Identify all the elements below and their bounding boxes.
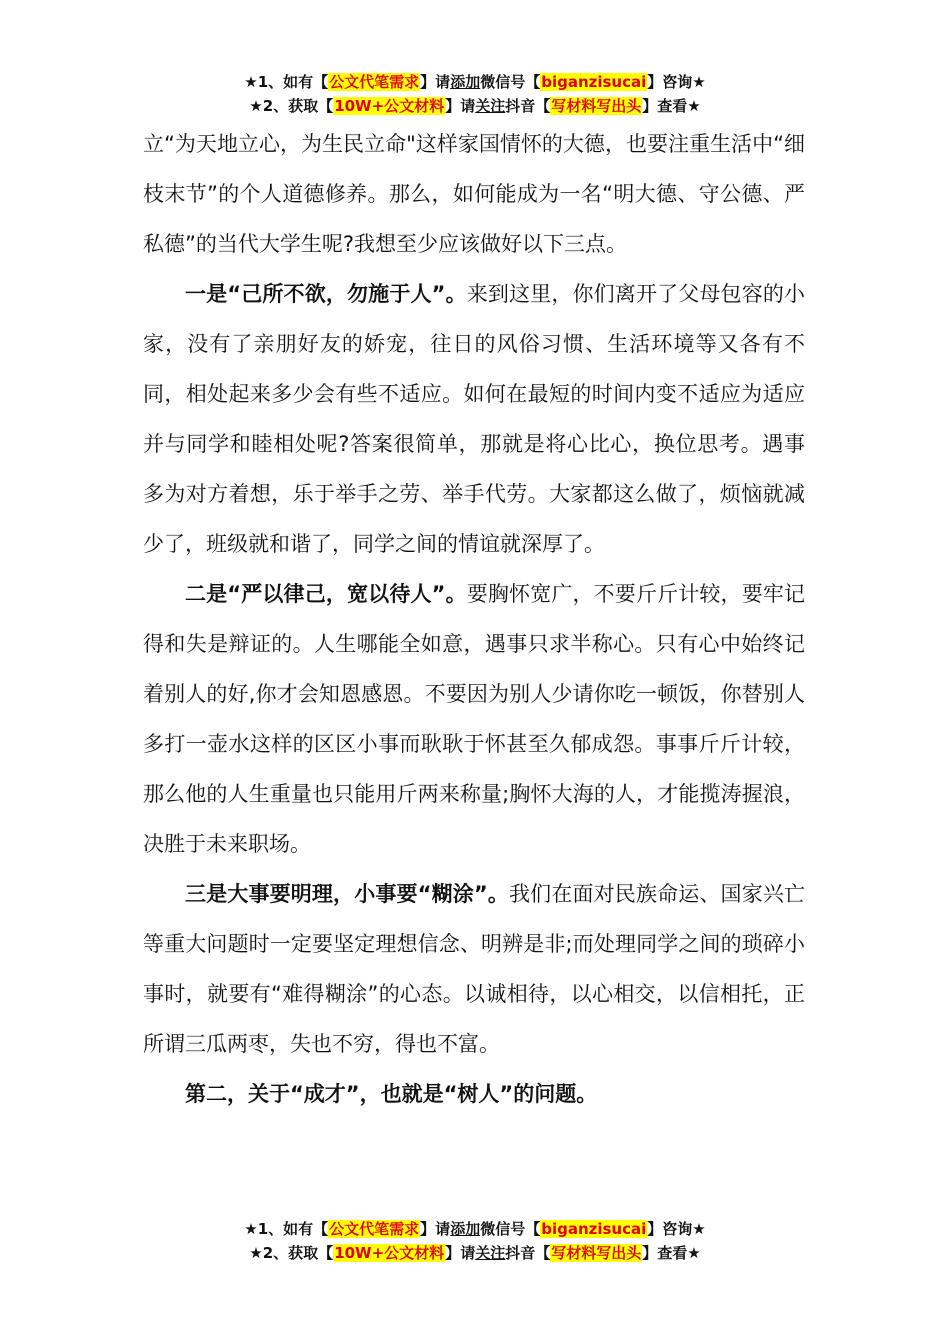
- banner-text: 抖音【: [505, 97, 551, 115]
- highlight-wechat-id: biganzisucai: [541, 1220, 647, 1238]
- paragraph-point-1: [143, 269, 805, 569]
- banner-text: 】请: [420, 1220, 451, 1238]
- banner-line-1: [0, 1217, 950, 1241]
- banner-text: 】查看★: [642, 97, 701, 115]
- banner-underlined: 关注: [475, 97, 506, 115]
- banner-text: 微信号【: [480, 1220, 541, 1238]
- banner-text: 】请: [445, 97, 476, 115]
- banner-underlined: 添加: [450, 1220, 481, 1238]
- point-3-text: 我们在面对民族命运、国家兴亡等重大问题时一定要坚定理想信念、明辨是非;而处理同学之间的琐碎小事时，就要有“难得糊涂”的心态。以诚相待，以心相交，以信相托，正所谓三瓜两枣，失也不穷，得也不富。: [143, 882, 805, 1056]
- banner-text: 】请: [445, 1244, 476, 1262]
- banner-underlined: 添加: [450, 73, 481, 91]
- banner-text: ★2、获取【: [249, 97, 334, 115]
- banner-text: 】请: [420, 73, 451, 91]
- highlight-douyin-id: 写材料写出头: [551, 1244, 642, 1262]
- highlight-service: 公文代笔需求: [329, 1220, 420, 1238]
- paragraph-intro: 立“为天地立心，为生民立命"这样家国情怀的大德，也要注重生活中“细枝末节”的个人道德修养。那么，如何能成为一名“明大德、守公德、严私德”的当代大学生呢?我想至少应该做好以下三点。: [143, 132, 805, 256]
- banner-text: ★2、获取【: [249, 1244, 334, 1262]
- point-2-text: 要胸怀宽广，不要斤斤计较，要牢记得和失是辩证的。人生哪能全如意，遇事只求半称心。只有心中始终记着别人的好,你才会知恩感恩。不要因为别人少请你吃一顿饭，你替别人多打一壶水这样的区区小事而耿耿于怀甚至久郁成怨。事事斤斤计较，那么他的人生重量也只能用斤两来称量;胸怀大海的人，才能揽涛握浪，决胜于未来职场。: [143, 582, 806, 856]
- point-1-text: 来到这里，你们离开了父母包容的小家，没有了亲朋好友的娇宠，往日的风俗习惯、生活环境等又各有不同，相处起来多少会有些不适应。如何在最短的时间内变不适应为适应并与同学和睦相处呢?答案很简单，那就是将心比心，换位思考。遇事多为对方着想，乐于举手之劳、举手代劳。大家都这么做了，烦恼就减少了，班级就和谐了，同学之间的情谊就深厚了。: [143, 282, 806, 556]
- banner-text: 】咨询★: [647, 73, 706, 91]
- banner-text: 】查看★: [642, 1244, 701, 1262]
- highlight-wechat-id: biganzisucai: [541, 73, 647, 91]
- section-heading-second: 第二，关于“成才”，也就是“树人”的问题。: [185, 1082, 598, 1106]
- paragraph-point-3: [143, 869, 805, 1069]
- banner-text: ★1、如有【: [244, 73, 329, 91]
- banner-line-1: [0, 70, 950, 94]
- point-3-heading: 三是大事要明理，小事要“糊涂”。: [185, 882, 510, 906]
- banner-text: 微信号【: [480, 73, 541, 91]
- banner-underlined: 关注: [475, 1244, 506, 1262]
- point-1-heading: 一是“己所不欲，勿施于人”。: [185, 282, 467, 306]
- paragraph-point-2: [143, 569, 805, 869]
- banner-text: 抖音【: [505, 1244, 551, 1262]
- banner-text: 】咨询★: [647, 1220, 706, 1238]
- header-banner: [0, 70, 950, 118]
- banner-line-2: [0, 1241, 950, 1265]
- banner-text: ★1、如有【: [244, 1220, 329, 1238]
- highlight-douyin-id: 写材料写出头: [551, 97, 642, 115]
- document-body: [143, 119, 805, 1119]
- point-2-heading: 二是“严以律己，宽以待人”。: [185, 582, 467, 606]
- banner-line-2: [0, 94, 950, 118]
- highlight-materials: 10W+公文材料: [334, 1244, 445, 1262]
- highlight-materials: 10W+公文材料: [334, 97, 445, 115]
- highlight-service: 公文代笔需求: [329, 73, 420, 91]
- footer-banner: [0, 1217, 950, 1265]
